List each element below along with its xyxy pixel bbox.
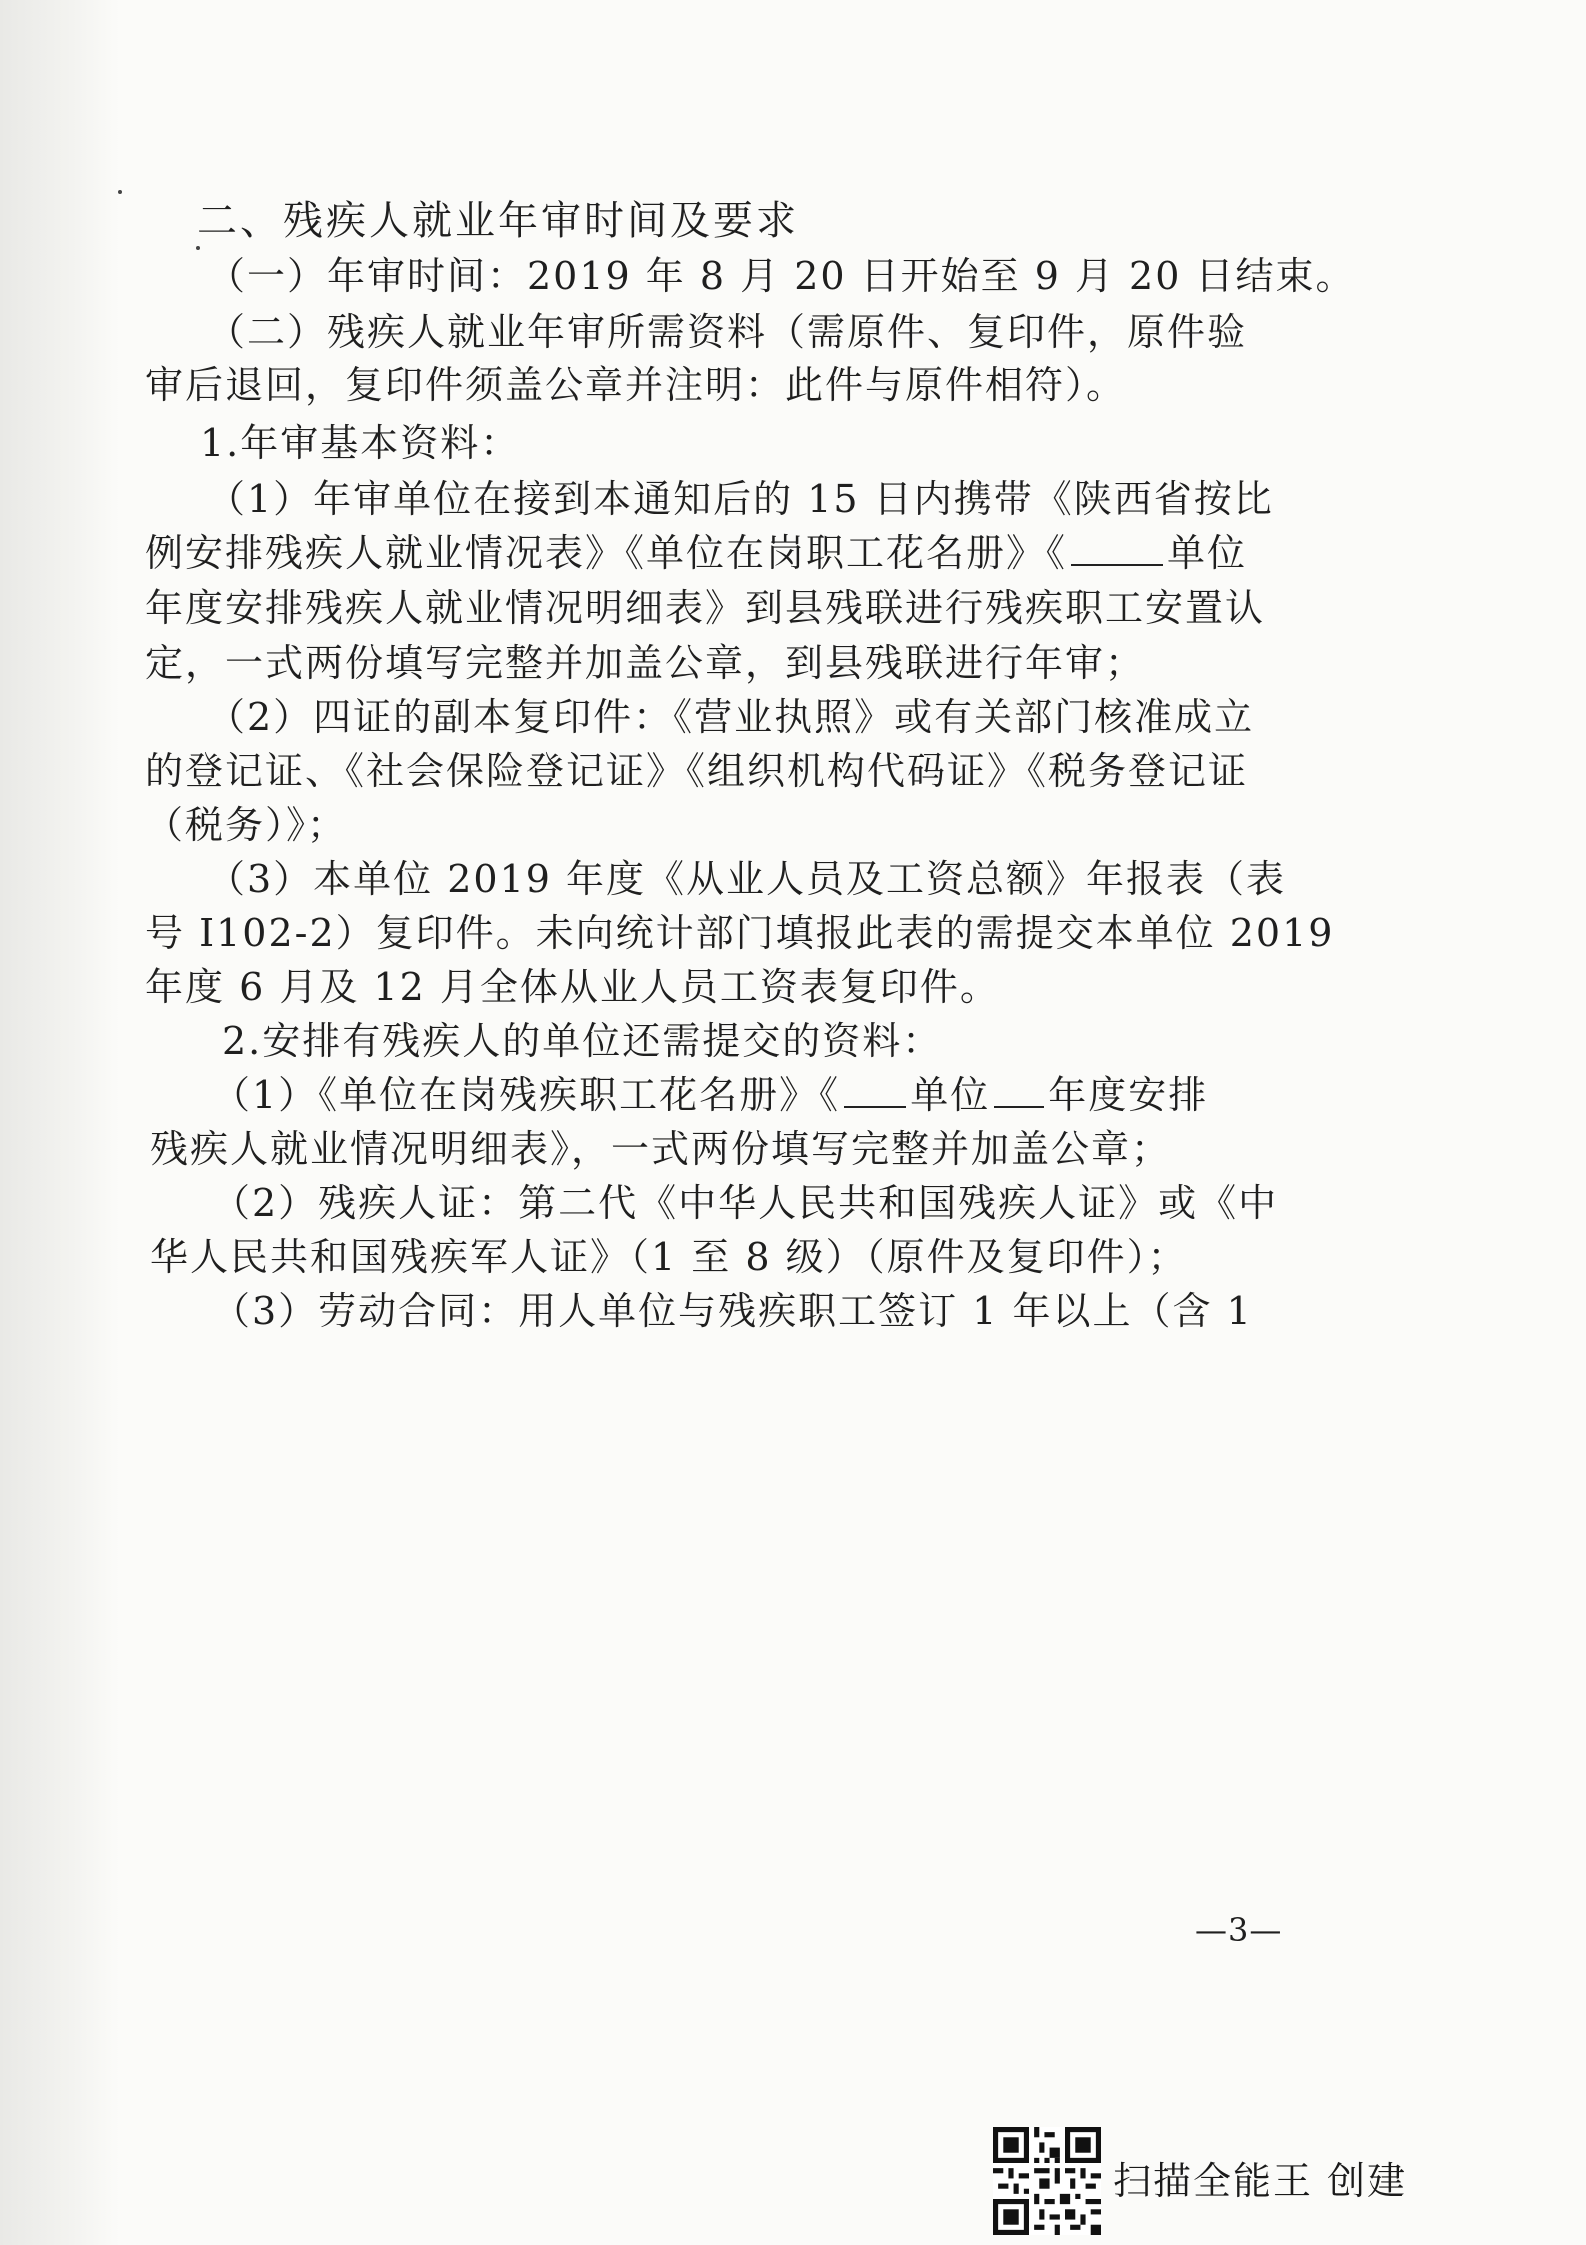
item-basic-materials-1: 定，一式两份填写完整并加盖公章，到县残联进行年审；: [145, 641, 1146, 685]
paragraph-required-materials: （二）残疾人就业年审所需资料（需原件、复印件，原件验: [207, 310, 1248, 354]
text-segment: （1）《单位在岗残疾职工花名册》《: [212, 1073, 841, 1117]
item-disabled-staff-1: [212, 1070, 1208, 1120]
item-basic-materials-2: （2）四证的副本复印件：《营业执照》或有关部门核准成立: [207, 695, 1255, 739]
item-disabled-staff-1: 残疾人就业情况明细表》，一式两份填写完整并加盖公章；: [150, 1127, 1172, 1171]
item-basic-materials-title: 1.年审基本资料：: [200, 421, 521, 465]
item-basic-materials-1: 年度安排残疾人就业情况明细表》到县残联进行残疾职工安置认: [145, 586, 1266, 630]
qr-code-icon: [993, 2127, 1101, 2235]
item-disabled-staff-2: 华人民共和国残疾军人证》（1 至 8 级）（原件及复印件）；: [150, 1235, 1188, 1279]
fill-in-blank: [1071, 532, 1163, 566]
item-basic-materials-3: 号 I102-2）复印件。未向统计部门填报此表的需提交本单位 2019: [145, 911, 1335, 955]
scanner-watermark: 扫描全能王 创建: [1113, 2159, 1408, 2203]
item-disabled-staff-3: （3）劳动合同：用人单位与残疾职工签订 1 年以上（含 1: [212, 1289, 1253, 1333]
item-disabled-staff-2: （2）残疾人证：第二代《中华人民共和国残疾人证》或《中: [212, 1181, 1279, 1225]
text-segment: 例安排残疾人就业情况表》《单位在岗职工花名册》《: [145, 531, 1068, 575]
scan-speck: [118, 190, 122, 194]
item-basic-materials-3: 年度 6 月及 12 月全体从业人员工资表复印件。: [145, 965, 1000, 1009]
paragraph-audit-time: （一）年审时间：2019 年 8 月 20 日开始至 9 月 20 日结束。: [207, 254, 1356, 298]
scan-speck: [196, 246, 200, 250]
item-disabled-staff-materials-title: 2.安排有残疾人的单位还需提交的资料：: [222, 1019, 943, 1063]
item-basic-materials-2: 的登记证、《社会保险登记证》《组织机构代码证》《税务登记证: [145, 749, 1249, 793]
fill-in-blank: [844, 1074, 906, 1108]
text-segment: 单位: [1167, 531, 1248, 575]
item-basic-materials-2: （税务）》；: [145, 803, 348, 847]
text-segment: 单位: [910, 1073, 991, 1117]
item-basic-materials-1: [145, 528, 1247, 578]
page-number: —3—: [1195, 1911, 1283, 1949]
section-heading: 二、残疾人就业年审时间及要求: [197, 198, 799, 244]
paragraph-required-materials: 审后退回，复印件须盖公章并注明：此件与原件相符）。: [145, 363, 1127, 407]
text-segment: 年度安排: [1048, 1073, 1209, 1117]
fill-in-blank: [994, 1074, 1044, 1108]
item-basic-materials-1: （1）年审单位在接到本通知后的 15 日内携带《陕西省按比: [207, 477, 1274, 521]
item-basic-materials-3: （3）本单位 2019 年度《从业人员及工资总额》年报表（表: [207, 857, 1287, 901]
